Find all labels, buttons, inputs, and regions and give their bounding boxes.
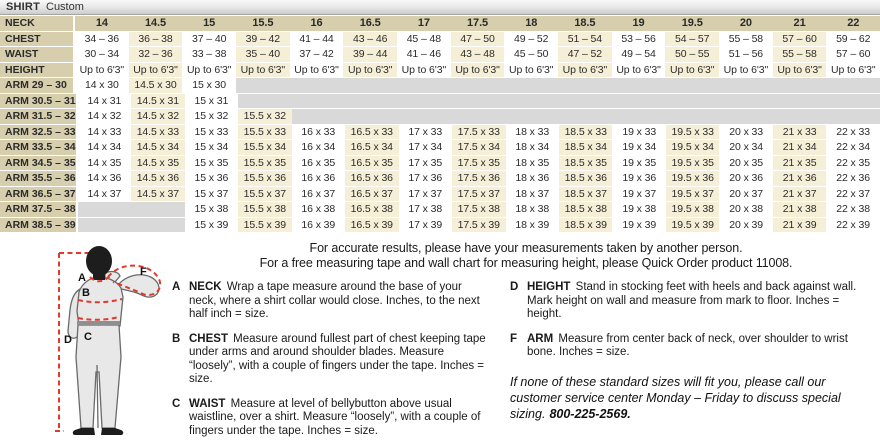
size-cell: 19.5 x 38 bbox=[666, 202, 719, 217]
size-cell: 18.5 x 35 bbox=[559, 156, 612, 171]
instruction-letter: D bbox=[510, 281, 519, 293]
size-cell: 16.5 x 34 bbox=[345, 140, 398, 155]
size-cell: 21 x 34 bbox=[773, 140, 826, 155]
size-cell: 59 – 62 bbox=[826, 32, 880, 47]
size-cell: Up to 6'3" bbox=[343, 63, 397, 78]
empty-cell bbox=[773, 94, 826, 109]
row-label: ARM 34.5 – 35 bbox=[0, 156, 76, 171]
neck-size-17: 17 bbox=[397, 16, 451, 31]
table-row bbox=[0, 218, 880, 233]
size-cell: Up to 6'3" bbox=[719, 63, 773, 78]
table-row bbox=[0, 94, 880, 109]
row-label: ARM 33.5 – 34 bbox=[0, 140, 76, 155]
size-cell: 15.5 x 32 bbox=[238, 109, 291, 124]
size-cell: 20 x 39 bbox=[719, 218, 772, 233]
table-row bbox=[0, 125, 880, 140]
size-cell: 19.5 x 39 bbox=[666, 218, 719, 233]
neck-size-14.5: 14.5 bbox=[129, 16, 183, 31]
size-cell: 15 x 33 bbox=[185, 125, 238, 140]
row-label: ARM 35.5 – 36 bbox=[0, 171, 76, 186]
size-cell: 49 – 52 bbox=[504, 32, 558, 47]
neck-size-16: 16 bbox=[290, 16, 344, 31]
empty-cell bbox=[506, 109, 559, 124]
measure-instruction-waist bbox=[172, 398, 490, 439]
measure-instruction-arm bbox=[510, 333, 874, 360]
row-label: ARM 29 – 30 bbox=[0, 78, 73, 93]
neck-size-21: 21 bbox=[773, 16, 827, 31]
size-cell: 36 – 38 bbox=[129, 32, 183, 47]
size-cell: Up to 6'3" bbox=[558, 63, 612, 78]
size-cell: 20 x 35 bbox=[719, 156, 772, 171]
size-cell: 37 – 42 bbox=[290, 47, 344, 62]
size-cell: 51 – 56 bbox=[719, 47, 773, 62]
figure-label-neck: A bbox=[78, 272, 86, 284]
size-cell: 14 x 35 bbox=[78, 156, 131, 171]
table-row bbox=[0, 109, 880, 124]
measuring-instructions-section bbox=[0, 241, 880, 445]
neck-size-18: 18 bbox=[504, 16, 558, 31]
size-cell: 15.5 x 34 bbox=[238, 140, 291, 155]
row-label: ARM 36.5 – 37 bbox=[0, 187, 76, 202]
empty-cell bbox=[773, 78, 827, 93]
row-label: ARM 31.5 – 32 bbox=[0, 109, 76, 124]
size-cell: 16.5 x 33 bbox=[345, 125, 398, 140]
size-cell: 22 x 39 bbox=[826, 218, 879, 233]
size-cell: 16 x 33 bbox=[292, 125, 345, 140]
empty-cell bbox=[452, 109, 505, 124]
empty-cell bbox=[399, 109, 452, 124]
row-label: ARM 30.5 – 31 bbox=[0, 94, 76, 109]
row-label: CHEST bbox=[0, 32, 73, 47]
size-cell: 30 – 34 bbox=[75, 47, 129, 62]
size-cell: 14 x 30 bbox=[75, 78, 129, 93]
size-cell: 21 x 38 bbox=[773, 202, 826, 217]
size-cell: 17.5 x 39 bbox=[452, 218, 505, 233]
size-cell: 45 – 50 bbox=[504, 47, 558, 62]
size-cell: 19.5 x 37 bbox=[666, 187, 719, 202]
figure-left-shoe bbox=[73, 428, 95, 435]
instructions-left bbox=[172, 281, 490, 445]
size-cell: 17 x 35 bbox=[399, 156, 452, 171]
size-cell: 14.5 x 30 bbox=[129, 78, 183, 93]
neck-size-15.5: 15.5 bbox=[236, 16, 290, 31]
size-cell: 18.5 x 33 bbox=[559, 125, 612, 140]
size-cell: 16 x 34 bbox=[292, 140, 345, 155]
figure-right-shoe bbox=[101, 428, 123, 435]
size-cell: Up to 6'3" bbox=[612, 63, 666, 78]
size-cell: 15 x 32 bbox=[185, 109, 238, 124]
size-cell: 14.5 x 34 bbox=[131, 140, 184, 155]
size-cell: 18.5 x 36 bbox=[559, 171, 612, 186]
size-cell: 16.5 x 35 bbox=[345, 156, 398, 171]
size-cell: 35 – 40 bbox=[236, 47, 290, 62]
size-cell: Up to 6'3" bbox=[75, 63, 129, 78]
size-cell: 34 – 36 bbox=[75, 32, 129, 47]
table-row bbox=[0, 32, 880, 47]
size-cell: 15 x 38 bbox=[185, 202, 238, 217]
empty-cell bbox=[292, 94, 345, 109]
empty-cell bbox=[131, 202, 184, 217]
size-cell: 53 – 56 bbox=[612, 32, 666, 47]
row-label: ARM 37.5 – 38 bbox=[0, 202, 76, 217]
size-cell: 22 x 34 bbox=[826, 140, 879, 155]
size-cell: 18.5 x 39 bbox=[559, 218, 612, 233]
empty-cell bbox=[719, 94, 772, 109]
size-cell: 18.5 x 37 bbox=[559, 187, 612, 202]
size-cell: 19.5 x 33 bbox=[666, 125, 719, 140]
size-cell: 16 x 38 bbox=[292, 202, 345, 217]
empty-cell bbox=[773, 109, 826, 124]
size-cell: 15 x 30 bbox=[182, 78, 236, 93]
empty-cell bbox=[666, 94, 719, 109]
row-label: WAIST bbox=[0, 47, 73, 62]
neck-row-label: NECK bbox=[0, 16, 73, 31]
size-cell: 50 – 55 bbox=[665, 47, 719, 62]
figure-label-height: D bbox=[64, 334, 72, 346]
empty-cell bbox=[506, 94, 559, 109]
special-sizing-note bbox=[510, 374, 874, 422]
size-cell: 17 x 33 bbox=[399, 125, 452, 140]
size-cell: 17 x 36 bbox=[399, 171, 452, 186]
size-cell: 17.5 x 36 bbox=[452, 171, 505, 186]
size-cell: 22 x 36 bbox=[826, 171, 879, 186]
size-cell: Up to 6'3" bbox=[826, 63, 880, 78]
neck-size-19.5: 19.5 bbox=[665, 16, 719, 31]
size-cell: 17.5 x 38 bbox=[452, 202, 505, 217]
empty-cell bbox=[78, 202, 131, 217]
size-cell: 14.5 x 36 bbox=[131, 171, 184, 186]
empty-cell bbox=[719, 109, 772, 124]
size-cell: 21 x 39 bbox=[773, 218, 826, 233]
size-cell: 19.5 x 34 bbox=[666, 140, 719, 155]
size-cell: 49 – 54 bbox=[612, 47, 666, 62]
size-cell: 14.5 x 37 bbox=[131, 187, 184, 202]
instruction-letter: F bbox=[510, 332, 518, 345]
size-cell: 19 x 39 bbox=[612, 218, 665, 233]
size-cell: Up to 6'3" bbox=[397, 63, 451, 78]
size-cell: 39 – 44 bbox=[343, 47, 397, 62]
waistband bbox=[77, 321, 120, 325]
size-cell: 15.5 x 35 bbox=[238, 156, 291, 171]
size-cell: 17.5 x 34 bbox=[452, 140, 505, 155]
size-cell: Up to 6'3" bbox=[182, 63, 236, 78]
empty-cell bbox=[292, 109, 345, 124]
empty-cell bbox=[290, 78, 344, 93]
empty-cell bbox=[826, 78, 880, 93]
size-cell: 21 x 36 bbox=[773, 171, 826, 186]
size-cell: 15.5 x 36 bbox=[238, 171, 291, 186]
size-cell: 37 – 40 bbox=[182, 32, 236, 47]
size-cell: 16.5 x 36 bbox=[345, 171, 398, 186]
size-cell: Up to 6'3" bbox=[773, 63, 827, 78]
empty-cell bbox=[78, 218, 131, 233]
size-cell: 19 x 36 bbox=[612, 171, 665, 186]
empty-cell bbox=[826, 109, 879, 124]
size-cell: 14.5 x 31 bbox=[131, 94, 184, 109]
size-cell: 15.5 x 33 bbox=[238, 125, 291, 140]
measurement-figure bbox=[2, 245, 172, 445]
size-cell: 19 x 33 bbox=[612, 125, 665, 140]
size-cell: 17 x 38 bbox=[399, 202, 452, 217]
size-cell: 19 x 34 bbox=[612, 140, 665, 155]
neck-size-14: 14 bbox=[75, 16, 129, 31]
size-cell: 16.5 x 38 bbox=[345, 202, 398, 217]
size-cell: 15 x 31 bbox=[185, 94, 238, 109]
size-cell: 33 – 38 bbox=[182, 47, 236, 62]
empty-cell bbox=[504, 78, 558, 93]
size-cell: Up to 6'3" bbox=[451, 63, 505, 78]
size-cell: 14 x 34 bbox=[78, 140, 131, 155]
size-cell: 55 – 58 bbox=[719, 32, 773, 47]
size-cell: 14.5 x 32 bbox=[131, 109, 184, 124]
size-cell: 15 x 35 bbox=[185, 156, 238, 171]
size-cell: 57 – 60 bbox=[773, 32, 827, 47]
size-cell: 57 – 60 bbox=[826, 47, 880, 62]
size-cell: Up to 6'3" bbox=[504, 63, 558, 78]
size-cell: Up to 6'3" bbox=[665, 63, 719, 78]
empty-cell bbox=[343, 78, 397, 93]
neck-size-17.5: 17.5 bbox=[451, 16, 505, 31]
instructions-right bbox=[510, 281, 874, 445]
instruction-columns bbox=[172, 281, 880, 445]
size-cell: 14 x 32 bbox=[78, 109, 131, 124]
size-cell: 18.5 x 34 bbox=[559, 140, 612, 155]
size-cell: 15 x 37 bbox=[185, 187, 238, 202]
size-cell: 18 x 37 bbox=[506, 187, 559, 202]
empty-cell bbox=[559, 109, 612, 124]
size-cell: 18 x 35 bbox=[506, 156, 559, 171]
figure-label-waist: C bbox=[84, 331, 92, 343]
size-cell: 14.5 x 33 bbox=[131, 125, 184, 140]
size-cell: 43 – 46 bbox=[343, 32, 397, 47]
size-cell: 51 – 54 bbox=[558, 32, 612, 47]
size-cell: 15 x 39 bbox=[185, 218, 238, 233]
size-cell: 14 x 36 bbox=[78, 171, 131, 186]
table-row bbox=[0, 171, 880, 186]
size-cell: 17 x 37 bbox=[399, 187, 452, 202]
row-label: ARM 38.5 – 39 bbox=[0, 218, 76, 233]
table-row bbox=[0, 202, 880, 217]
size-cell: 16.5 x 37 bbox=[345, 187, 398, 202]
size-cell: 41 – 46 bbox=[397, 47, 451, 62]
size-cell: 20 x 36 bbox=[719, 171, 772, 186]
table-row bbox=[0, 187, 880, 202]
empty-cell bbox=[238, 94, 291, 109]
neck-size-18.5: 18.5 bbox=[558, 16, 612, 31]
size-cell: 18.5 x 38 bbox=[559, 202, 612, 217]
size-cell: 16 x 39 bbox=[292, 218, 345, 233]
size-cell: 22 x 33 bbox=[826, 125, 879, 140]
size-cell: 20 x 33 bbox=[719, 125, 772, 140]
empty-cell bbox=[451, 78, 505, 93]
size-cell: 54 – 57 bbox=[665, 32, 719, 47]
size-cell: 43 – 48 bbox=[451, 47, 505, 62]
instruction-text: HEIGHT Stand in stocking feet with heels and back against wall. Mark height on wall and measure from mark to floor. Inches = height. bbox=[527, 281, 857, 320]
instruction-text: WAIST Measure at level of bellybutton above usual waistline, over a shirt. Measure “loosely”, with a couple of fingers under the tape. Inches = size. bbox=[189, 397, 481, 437]
size-cell: 19.5 x 35 bbox=[666, 156, 719, 171]
table-title-bar bbox=[0, 0, 880, 15]
size-cell: 47 – 50 bbox=[451, 32, 505, 47]
instruction-letter: A bbox=[172, 281, 181, 293]
empty-cell bbox=[719, 78, 773, 93]
neck-row bbox=[0, 16, 880, 31]
size-cell: 18 x 39 bbox=[506, 218, 559, 233]
neck-size-16.5: 16.5 bbox=[343, 16, 397, 31]
intro-line-1: For accurate results, please have your measurements taken by another person. bbox=[309, 241, 743, 255]
size-cell: 17.5 x 37 bbox=[452, 187, 505, 202]
table-row bbox=[0, 63, 880, 78]
empty-cell bbox=[397, 78, 451, 93]
intro-text bbox=[172, 241, 880, 271]
row-label: ARM 32.5 – 33 bbox=[0, 125, 76, 140]
table-row bbox=[0, 156, 880, 171]
size-cell: 16 x 37 bbox=[292, 187, 345, 202]
empty-cell bbox=[558, 78, 612, 93]
empty-cell bbox=[559, 94, 612, 109]
empty-cell bbox=[612, 78, 666, 93]
table-body bbox=[0, 32, 880, 233]
empty-cell bbox=[826, 94, 879, 109]
size-cell: Up to 6'3" bbox=[129, 63, 183, 78]
special-sizing-text: If none of these standard sizes will fit you, please call our customer service center Monday – Friday to discuss special sizing. bbox=[510, 374, 841, 421]
size-cell: 55 – 58 bbox=[773, 47, 827, 62]
size-cell: 18 x 38 bbox=[506, 202, 559, 217]
neck-size-19: 19 bbox=[612, 16, 666, 31]
size-cell: 15 x 34 bbox=[185, 140, 238, 155]
figure-label-arm: F bbox=[140, 266, 147, 278]
intro-line-2: For a free measuring tape and wall chart for measuring height, please Quick Order product 11008. bbox=[259, 256, 793, 270]
size-cell: 22 x 35 bbox=[826, 156, 879, 171]
table-title: SHIRT bbox=[6, 1, 40, 13]
size-cell: 21 x 35 bbox=[773, 156, 826, 171]
size-cell: 16.5 x 39 bbox=[345, 218, 398, 233]
empty-cell bbox=[399, 94, 452, 109]
size-cell: 21 x 33 bbox=[773, 125, 826, 140]
size-cell: 17.5 x 35 bbox=[452, 156, 505, 171]
table-row bbox=[0, 140, 880, 155]
size-cell: 19 x 38 bbox=[612, 202, 665, 217]
size-cell: 15.5 x 38 bbox=[238, 202, 291, 217]
size-cell: 15.5 x 39 bbox=[238, 218, 291, 233]
size-cell: 19 x 37 bbox=[612, 187, 665, 202]
size-cell: 19 x 35 bbox=[612, 156, 665, 171]
size-cell: 14.5 x 35 bbox=[131, 156, 184, 171]
size-cell: 15 x 36 bbox=[185, 171, 238, 186]
size-cell: Up to 6'3" bbox=[236, 63, 290, 78]
row-label: HEIGHT bbox=[0, 63, 73, 78]
instruction-letter: B bbox=[172, 332, 181, 345]
measure-instruction-height bbox=[510, 281, 874, 322]
size-cell: 14 x 37 bbox=[78, 187, 131, 202]
empty-cell bbox=[612, 94, 665, 109]
instruction-text: CHEST Measure around fullest part of chest keeping tape under arms and around shoulder blades. Measure “loosely”, with a couple of fingers under the tape. Inches = size. bbox=[189, 332, 486, 385]
size-cell: 39 – 42 bbox=[236, 32, 290, 47]
empty-cell bbox=[665, 78, 719, 93]
size-cell: 21 x 37 bbox=[773, 187, 826, 202]
neck-size-15: 15 bbox=[182, 16, 236, 31]
size-cell: 20 x 37 bbox=[719, 187, 772, 202]
empty-cell bbox=[666, 109, 719, 124]
table-row bbox=[0, 78, 880, 93]
empty-cell bbox=[236, 78, 290, 93]
size-cell: 17 x 34 bbox=[399, 140, 452, 155]
empty-cell bbox=[131, 218, 184, 233]
instruction-text: NECK Wrap a tape measure around the base of your neck, where a shirt collar would close. Inches, to the next half inch = size. bbox=[189, 281, 480, 320]
phone-number: 800-225-2569. bbox=[549, 406, 631, 421]
empty-cell bbox=[452, 94, 505, 109]
size-cell: 15.5 x 37 bbox=[238, 187, 291, 202]
figure-neck bbox=[93, 270, 105, 280]
size-cell: 14 x 33 bbox=[78, 125, 131, 140]
size-cell: 22 x 37 bbox=[826, 187, 879, 202]
table-subtitle: Custom bbox=[46, 1, 84, 13]
size-cell: 16 x 35 bbox=[292, 156, 345, 171]
size-cell: 32 – 36 bbox=[129, 47, 183, 62]
size-cell: 18 x 33 bbox=[506, 125, 559, 140]
neck-size-20: 20 bbox=[719, 16, 773, 31]
size-cell: 14 x 31 bbox=[78, 94, 131, 109]
measure-instruction-chest bbox=[172, 333, 490, 387]
empty-cell bbox=[612, 109, 665, 124]
measure-instruction-neck bbox=[172, 281, 490, 322]
size-cell: 18 x 34 bbox=[506, 140, 559, 155]
size-cell: 19.5 x 36 bbox=[666, 171, 719, 186]
size-cell: 18 x 36 bbox=[506, 171, 559, 186]
table-row bbox=[0, 47, 880, 62]
instruction-letter: C bbox=[172, 397, 181, 410]
empty-cell bbox=[345, 109, 398, 124]
size-cell: 22 x 38 bbox=[826, 202, 879, 217]
size-cell: 17 x 39 bbox=[399, 218, 452, 233]
empty-cell bbox=[345, 94, 398, 109]
size-cell: 20 x 38 bbox=[719, 202, 772, 217]
instruction-text: ARM Measure from center back of neck, over shoulder to wrist bone. Inches = size. bbox=[527, 332, 848, 358]
neck-size-22: 22 bbox=[826, 16, 880, 31]
size-cell: 16 x 36 bbox=[292, 171, 345, 186]
size-cell: 47 – 52 bbox=[558, 47, 612, 62]
size-cell: 20 x 34 bbox=[719, 140, 772, 155]
size-cell: 17.5 x 33 bbox=[452, 125, 505, 140]
figure-label-chest: B bbox=[82, 287, 90, 299]
size-cell: 41 – 44 bbox=[290, 32, 344, 47]
size-cell: 45 – 48 bbox=[397, 32, 451, 47]
size-cell: Up to 6'3" bbox=[290, 63, 344, 78]
